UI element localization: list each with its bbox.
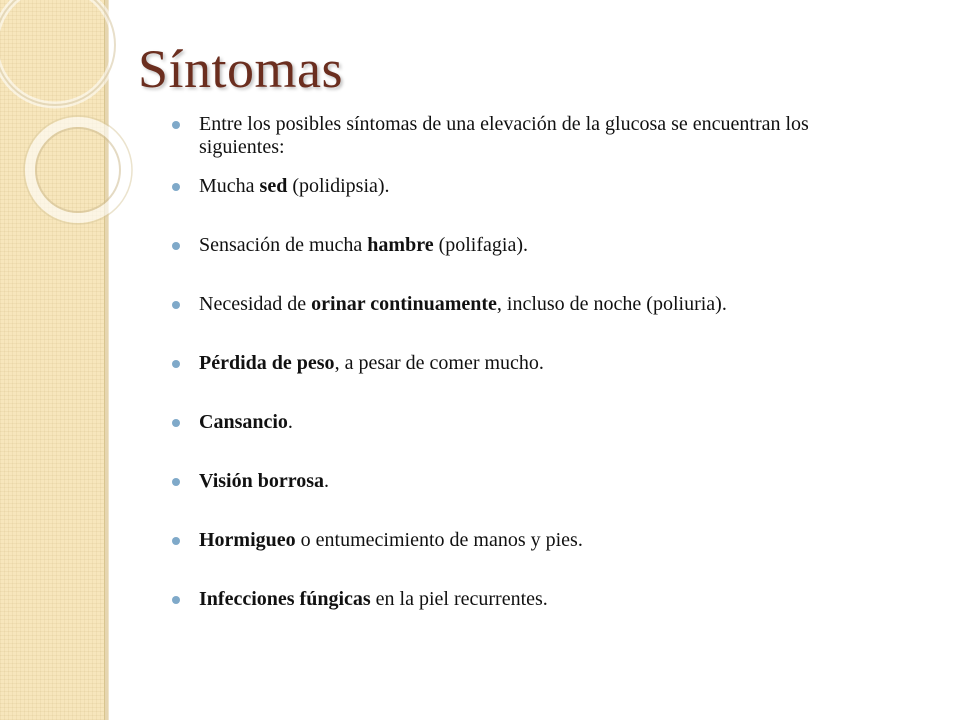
ring-lower-line: [24, 116, 132, 224]
bullet-text: en la piel recurrentes.: [370, 588, 548, 610]
bullet-item: [170, 529, 870, 552]
bullet-bold-text: orinar continuamente: [311, 293, 497, 315]
ring-lower-outer: [30, 122, 126, 218]
bullet-item: [170, 352, 870, 375]
bullet-text: (polifagia).: [433, 234, 528, 256]
bullet-bold-text: hambre: [367, 234, 434, 256]
bullet-bold-text: Pérdida de peso: [199, 352, 335, 374]
bullet-text: Sensación de mucha: [199, 234, 368, 256]
ring-lower-inner: [36, 128, 120, 212]
bullet-item: [170, 470, 870, 493]
bullet-text: Entre los posibles síntomas de una elevación de la glucosa se encuentran los siguientes:: [199, 113, 809, 158]
bullet-text: Mucha: [199, 175, 260, 197]
bullet-item: [170, 411, 870, 434]
ring-upper-outer: [0, 0, 115, 105]
bullet-bold-text: Visión borrosa: [199, 470, 325, 492]
bullet-text: , a pesar de comer mucho.: [334, 352, 544, 374]
bullet-item: [170, 113, 870, 159]
bullet-text: , incluso de noche (poliuria).: [496, 293, 727, 315]
bullet-item: [170, 293, 870, 316]
bullet-text: Necesidad de: [199, 293, 312, 315]
bullet-bold-text: sed: [259, 175, 288, 197]
bullet-item: [170, 175, 870, 198]
bullet-item: [170, 234, 870, 257]
decorative-rings: [0, 0, 140, 260]
bullet-bold-text: Hormigueo: [199, 529, 296, 551]
symptom-list: [170, 113, 870, 647]
bullet-text: .: [324, 470, 330, 492]
bullet-text: .: [287, 411, 293, 433]
bullet-item: [170, 588, 870, 611]
bullet-bold-text: Cansancio: [199, 411, 288, 433]
bullet-text: o entumecimiento de manos y pies.: [295, 529, 583, 551]
bullet-bold-text: Infecciones fúngicas: [199, 588, 371, 610]
slide-title: Síntomas: [138, 39, 344, 99]
bullet-text: (polidipsia).: [287, 175, 390, 197]
